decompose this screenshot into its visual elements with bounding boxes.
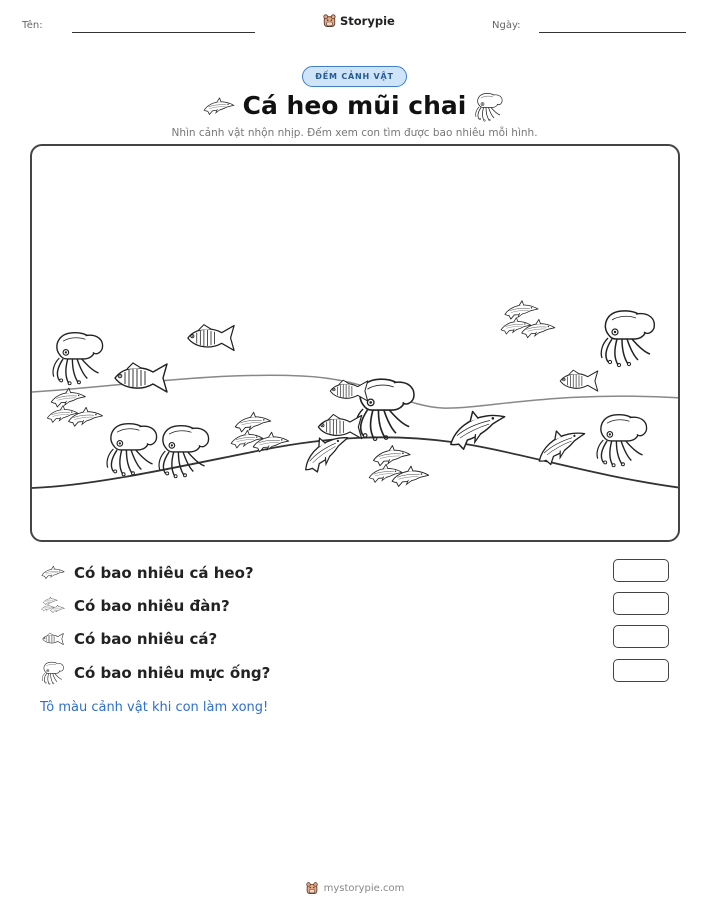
dolphin — [443, 403, 510, 453]
name-label: Tên: — [22, 20, 43, 31]
fish-icon — [40, 626, 66, 652]
question-row-pods — [40, 593, 230, 619]
footer — [0, 881, 709, 895]
fish — [115, 363, 167, 392]
dolphin — [531, 422, 590, 468]
storypie-logo-icon — [322, 13, 337, 28]
squid — [601, 311, 654, 367]
fish — [188, 325, 234, 351]
squid-icon — [40, 660, 66, 686]
page-title: Cá heo mũi chai — [242, 91, 467, 120]
dolphin-pod — [501, 301, 555, 338]
fish — [330, 380, 368, 401]
ocean-scene — [30, 144, 680, 542]
dolphin-icon — [40, 560, 66, 586]
answer-box-squid[interactable] — [613, 659, 669, 682]
dolphin-pod — [47, 388, 102, 426]
coloring-note: Tô màu cảnh vật khi con làm xong! — [40, 700, 269, 715]
date-label: Ngày: — [492, 20, 521, 31]
dolphin-pod-icon — [40, 593, 66, 619]
page-subtitle: Nhìn cảnh vật nhộn nhịp. Đếm xem con tìm được bao nhiêu mỗi hình. — [171, 127, 538, 139]
storypie-logo-icon — [305, 881, 319, 895]
question-text: Có bao nhiêu đàn? — [74, 597, 230, 615]
fish — [318, 415, 361, 439]
question-row-fish — [40, 626, 217, 652]
question-text: Có bao nhiêu cá? — [74, 630, 218, 648]
category-badge: ĐẾM CẢNH VẬT — [302, 66, 407, 87]
fish — [560, 370, 598, 391]
squid — [597, 415, 647, 467]
question-text: Có bao nhiêu mực ống? — [74, 664, 271, 682]
answer-box-pods[interactable] — [613, 592, 669, 615]
dolphin-pod — [369, 445, 429, 486]
squid-icon — [474, 92, 504, 122]
squid — [107, 424, 157, 476]
name-line[interactable] — [72, 32, 255, 33]
answer-box-fish[interactable] — [613, 625, 669, 648]
brand-logo — [322, 13, 395, 28]
footer-url[interactable]: mystorypie.com — [323, 882, 405, 894]
brand-name: Storypie — [340, 13, 395, 28]
answer-box-dolphins[interactable] — [613, 559, 669, 582]
question-text: Có bao nhiêu cá heo? — [74, 564, 254, 582]
scene-illustration — [32, 146, 680, 542]
date-line[interactable] — [539, 32, 686, 33]
question-row-squid — [40, 660, 270, 686]
squid — [53, 333, 103, 385]
question-row-dolphins — [40, 560, 254, 586]
